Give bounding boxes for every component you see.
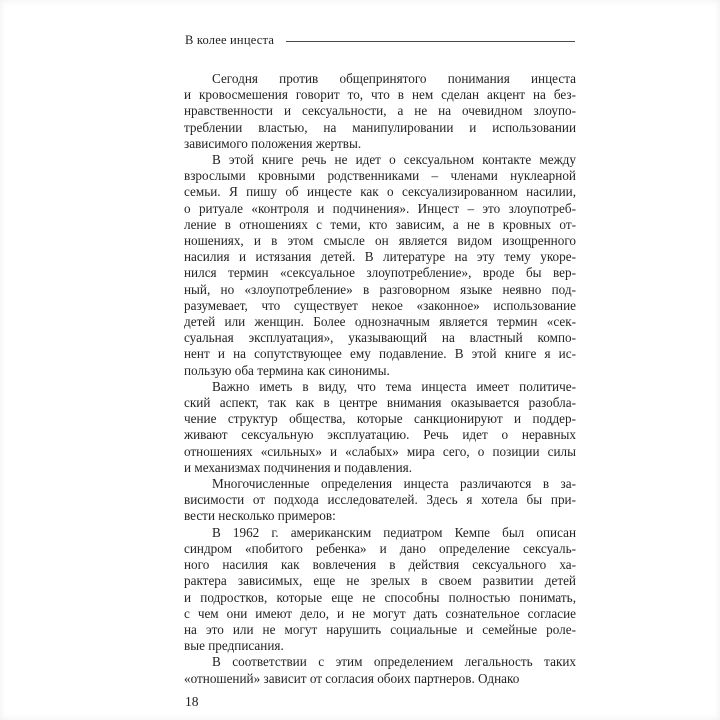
paragraph xyxy=(184,71,576,152)
text-line: треблении властью, на манипулировании и использовании xyxy=(184,119,576,135)
text-line: ление в отношениях с теми, кто зависим, а не в кровных от- xyxy=(184,216,576,232)
text-line: о ритуале «контроля и подчинения». Инцест – это злоупотреб- xyxy=(184,200,576,216)
header-rule xyxy=(286,41,575,42)
text-line: В соответствии с этим определением легальность таких xyxy=(212,654,576,670)
paragraph xyxy=(184,654,576,686)
text-line: насилия и истязания детей. В литературе на эту тему укоре- xyxy=(184,249,576,265)
text-line: «отношений» зависит от согласия обоих партнеров. Однако xyxy=(184,670,520,686)
text-line: и механизмах подчинения и подавления. xyxy=(184,459,412,475)
running-header-row xyxy=(185,33,575,48)
text-line: нравственности и сексуальности, а не на очевидном злоупо- xyxy=(184,103,576,119)
text-line: ный, но «злоупотребление» в разговорном языке неявно под- xyxy=(184,281,576,297)
paragraph xyxy=(184,525,576,655)
text-line: семьи. Я пишу об инцесте как о сексуализированном насилии, xyxy=(184,184,576,200)
text-line: вести несколько примеров: xyxy=(184,508,336,524)
text-line: живают сексуальную эксплуатацию. Речь идет о неравных xyxy=(184,427,576,443)
text-line: зависимого положения жертвы. xyxy=(184,135,362,151)
text-line: рактера зависимых, еще не зрелых в своем развитии детей xyxy=(184,573,576,589)
text-line: взрослыми кровными родственниками – членами нуклеарной xyxy=(184,168,576,184)
text-line: вые предписания. xyxy=(184,638,284,654)
text-line: нент и на сопутствующее ему подавление. В этой книге я ис- xyxy=(184,346,576,362)
text-line: ного насилия как вовлечения в действия сексуального ха- xyxy=(184,557,576,573)
body-text xyxy=(184,71,576,687)
text-line: на это или не могут нарушить социальные и семейные роле- xyxy=(184,621,576,637)
text-line: пользую оба термина как синонимы. xyxy=(184,362,390,378)
running-header: В колее инцеста xyxy=(185,33,275,47)
paragraph xyxy=(184,152,576,379)
text-line: В 1962 г. американским педиатром Кемпе был описан xyxy=(212,524,576,540)
paragraph xyxy=(184,379,576,476)
text-line: висимости от подхода исследователей. Здесь я хотела бы при- xyxy=(184,492,576,508)
text-line: ский аспект, так как в центре внимания оказывается разобла- xyxy=(184,395,576,411)
text-line: нился термин «сексуальное злоупотребление», вроде бы вер- xyxy=(184,265,576,281)
text-line: Многочисленные определения инцеста различаются в за- xyxy=(212,476,576,492)
text-line: и подростков, которые еще не способны полностью понимать, xyxy=(184,589,576,605)
text-line: синдром «побитого ребенка» и дано определение сексуаль- xyxy=(184,540,576,556)
text-line: суальная эксплуатация», указывающий на властный компо- xyxy=(184,330,576,346)
text-line: детей или женщин. Более однозначным является термин «сек- xyxy=(184,314,576,330)
text-line: разумевает, что существует некое «законное» использование xyxy=(184,297,576,313)
text-line: и кровосмешения говорит то, что в нем сделан акцент на без- xyxy=(184,87,576,103)
text-line: Важно иметь в виду, что тема инцеста имеет политиче- xyxy=(212,378,576,394)
text-line: Сегодня против общепринятого понимания инцеста xyxy=(212,71,576,86)
text-line: чение структур общества, которые санкционируют и поддер- xyxy=(184,411,576,427)
page-number: 18 xyxy=(185,694,199,709)
text-line: отношениях «сильных» и «слабых» мира сего, о позиции силы xyxy=(184,443,576,459)
text-line: В этой книге речь не идет о сексуальном контакте между xyxy=(212,152,576,168)
text-line: ношениях, и в этом смысле он является видом изощренного xyxy=(184,233,576,249)
paragraph xyxy=(184,476,576,525)
text-line: с чем они имеют дело, и не могут дать сознательное согласие xyxy=(184,605,576,621)
